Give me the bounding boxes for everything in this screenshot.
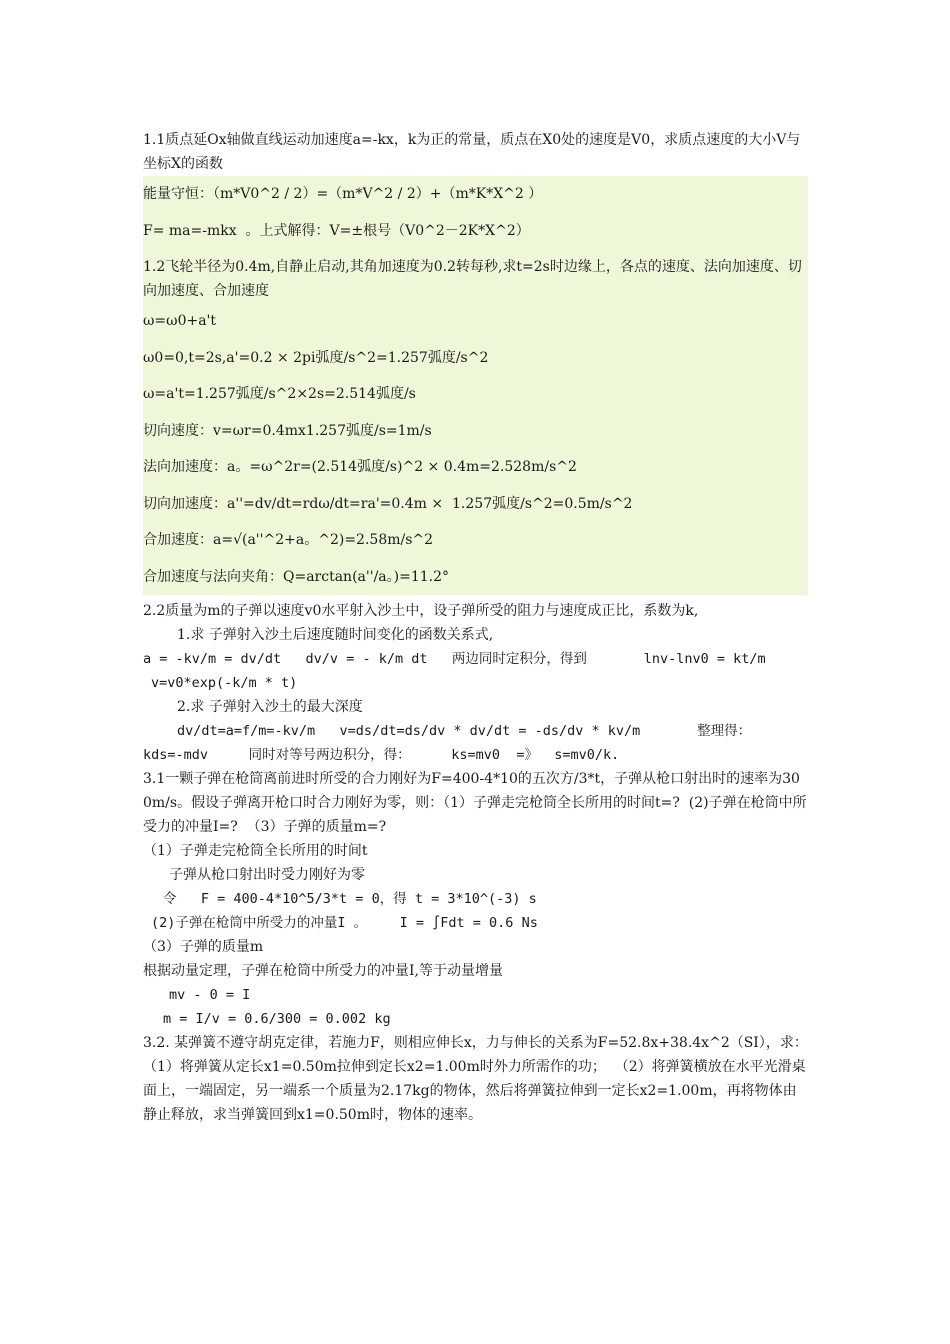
q3-1-answer-3: （3）子弹的质量m <box>143 939 264 955</box>
q1-2-line-1: ω=ω0+a't <box>143 313 217 329</box>
q3-1-answer-1c: 令 F = 400-4*10^5/3*t = 0，得 t = 3*10^(-3) s <box>163 891 537 907</box>
q3-1-question: 3.1一颗子弹在枪筒离前进时所受的合力刚好为F=400-4*10的五次方/3*t，子弹从枪口射出时的速率为300m/s。假设子弹离开枪口时合力刚好为零，则：（1）子弹走完枪筒全长所用的时间t=? (2)子弹在枪筒中所受力的冲量I=? （3）子弹的质量m=? <box>143 771 807 835</box>
q2-2-solution-1b: v=v0*exp(-k/m * t) <box>151 675 298 691</box>
highlighted-answer-block <box>143 176 808 595</box>
q1-2-line-6: 切向加速度：a''=dv/dt=rdω/dt=ra'=0.4m × 1.257弧度/s^2=0.5m/s^2 <box>143 495 633 512</box>
q1-1-energy-line: 能量守恒：（m*V0^2 / 2）=（m*V^2 / 2）+（m*K*X^2 ） <box>143 186 543 202</box>
document-page <box>143 128 817 1127</box>
q3-1-answer-3c: mv - 0 = I <box>169 987 251 1003</box>
q1-2-line-7: 合加速度：a=√(a''^2+a。^2)=2.58m/s^2 <box>143 532 434 548</box>
q3-1-answer-1b: 子弹从枪口射出时受力刚好为零 <box>169 867 365 883</box>
q2-2-solution-2a: dv/dt=a=f/m=-kv/m v=ds/dt=ds/dv * dv/dt = -ds/dv * kv/m 整理得： <box>177 723 752 739</box>
q2-2-sub-question-2: 2.求 子弹射入沙土的最大深度 <box>177 699 363 715</box>
q3-1-answer-3d: m = I/v = 0.6/300 = 0.002 kg <box>163 1011 391 1027</box>
q1-2-line-3: ω=a't=1.257弧度/s^2×2s=2.514弧度/s <box>143 386 416 402</box>
q2-2-question: 2.2质量为m的子弹以速度v0水平射入沙土中，设子弹所受的阻力与速度成正比，系数为k, <box>143 603 699 619</box>
q1-2-line-4: 切向速度：v=ωr=0.4mx1.257弧度/s=1m/s <box>143 422 432 439</box>
q1-1-question: 1.1质点延Ox轴做直线运动加速度a=-kx，k为正的常量，质点在X0处的速度是V0，求质点速度的大小V与坐标X的函数 <box>143 132 801 172</box>
q1-1-solution-line: F= ma=-mkx 。上式解得：V=±根号（V0^2－2K*X^2） <box>143 222 530 239</box>
q3-2-question: 3.2. 某弹簧不遵守胡克定律，若施力F，则相应伸长x，力与伸长的关系为F=52.8x+38.4x^2（SI），求： （1）将弹簧从定长x1=0.50m拉伸到定长x2=1.00m时外力所需作的功； （2）将弹簧横放在水平光滑桌面上，一端固定，另一端系一个质量为2.17kg的物体，然后将弹簧拉伸到一定长x2=1.00m，再将物体由静止释放，求当弹簧回到x1=0.50m时，物体的速率。 <box>143 1035 817 1123</box>
q1-2-line-8: 合加速度与法向夹角：Q=arctan(a''/a。)=11.2° <box>143 568 450 585</box>
q1-2-question: 1.2飞轮半径为0.4m,自静止启动,其角加速度为0.2转每秒,求t=2s时边缘上，各点的速度、法向加速度、切向加速度、合加速度 <box>143 259 802 299</box>
q2-2-sub-question-1: 1.求 子弹射入沙土后速度随时间变化的函数关系式, <box>177 627 494 643</box>
q2-2-solution-1a: a = -kv/m = dv/dt dv/v = - k/m dt 两边同时定积分，得到 lnv-lnv0 = kt/m <box>143 651 766 667</box>
q1-2-line-5: 法向加速度：a。=ω^2r=(2.514弧度/s)^2 × 0.4m=2.528m/s^2 <box>143 459 577 475</box>
q3-1-answer-1: （1）子弹走完枪筒全长所用的时间t <box>143 843 368 859</box>
q2-2-solution-2b: kds=-mdv 同时对等号两边积分，得： ks=mv0 =》 s=mv0/k. <box>143 747 620 763</box>
q1-2-line-2: ω0=0,t=2s,a'=0.2 × 2pi弧度/s^2=1.257弧度/s^2 <box>143 349 489 366</box>
q3-1-answer-3b: 根据动量定理，子弹在枪筒中所受力的冲量I,等于动量增量 <box>143 963 503 979</box>
q3-1-answer-2: (2)子弹在枪筒中所受力的冲量I 。 I = ∫Fdt = 0.6 Ns <box>151 915 538 931</box>
